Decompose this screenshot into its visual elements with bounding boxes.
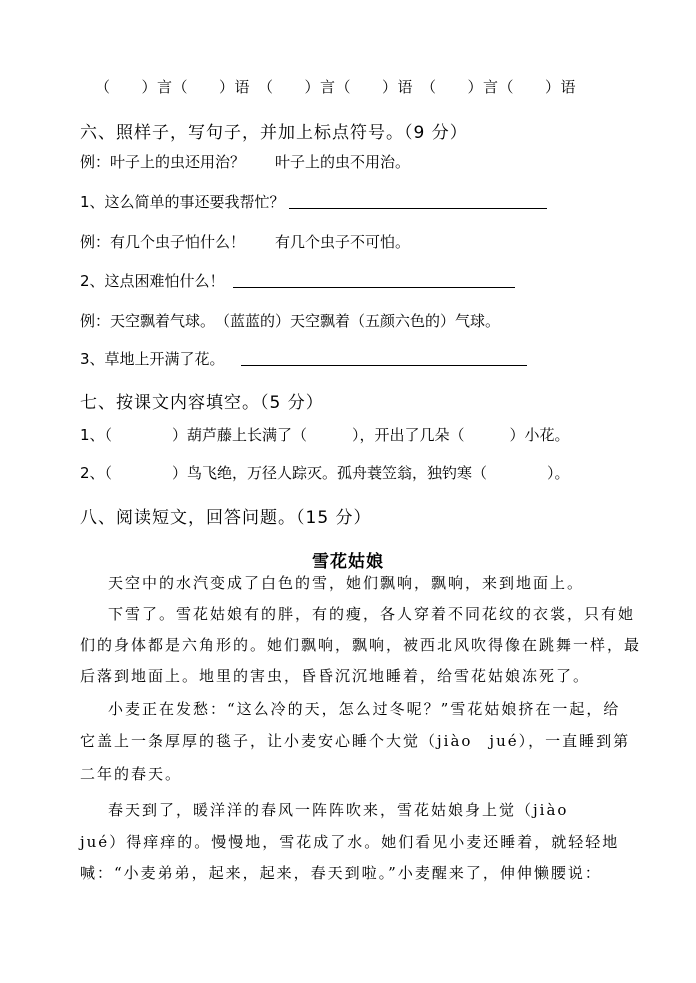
section-eight-heading: 八、阅读短文，回答问题。（15 分） xyxy=(80,508,372,528)
passage-line: 它盖上一条厚厚的毯子，让小麦安心睡个大觉（jiào jué），一直睡到第 xyxy=(80,732,631,750)
passage-line: 天空中的水汽变成了白色的雪，她们飘响，飘响，来到地面上。 xyxy=(108,574,585,592)
example-two: 例：有几个虫子怕什么！ 有几个虫子不可怕。 xyxy=(80,233,411,251)
question-six-three-text: 3、草地上开满了花。 xyxy=(80,350,225,368)
question-six-two xyxy=(80,270,515,291)
passage-line: jué）得痒痒的。慢慢地，雪花成了水。她们看见小麦还睡着，就轻轻地 xyxy=(80,833,620,851)
passage-line: 小麦正在发愁：“这么冷的天，怎么过冬呢？”雪花姑娘挤在一起，给 xyxy=(108,700,621,718)
passage-line: 春天到了，暖洋洋的春风一阵阵吹来，雪花姑娘身上觉（jiào xyxy=(108,801,569,819)
passage-line: 下雪了。雪花姑娘有的胖，有的瘦，各人穿着不同花纹的衣裳，只有她 xyxy=(108,605,636,623)
section-six-heading: 六、照样子，写句子，并加上标点符号。（9 分） xyxy=(80,123,468,143)
passage-line: 后落到地面上。地里的害虫，昏昏沉沉地睡着，给雪花姑娘冻死了。 xyxy=(80,667,591,685)
question-six-two-text: 2、这点困难怕什么！ xyxy=(80,272,225,290)
passage-line: 们的身体都是六角形的。她们飘响，飘响，被西北风吹得像在跳舞一样，最 xyxy=(80,636,642,654)
fill-blank-seven-one: 1、（ ）葫芦藤上长满了（ ），开出了几朵（ ）小花。 xyxy=(80,426,570,444)
passage-line: 二年的春天。 xyxy=(80,765,183,783)
question-six-one-text: 1、这么简单的事还要我帮忙？ xyxy=(80,193,285,211)
fill-blank-seven-two: 2、（ ）鸟飞绝，万径人踪灭。孤舟蓑笠翁，独钓寒（ ）。 xyxy=(80,464,570,482)
example-three: 例：天空飘着气球。 （蓝蓝的）天空飘着（五颜六色的）气球。 xyxy=(80,312,501,330)
passage-title: 雪花姑娘 xyxy=(312,552,384,572)
answer-line-six-two[interactable] xyxy=(233,271,515,288)
answer-line-six-one[interactable] xyxy=(289,192,547,209)
passage-line: 喊：“小麦弟弟，起来，起来，春天到啦。”小麦醒来了，伸伸懒腰说： xyxy=(80,864,602,882)
question-six-three xyxy=(80,348,527,369)
question-six-one xyxy=(80,191,547,212)
example-one: 例：叶子上的虫还用治？ 叶子上的虫不用治。 xyxy=(80,153,411,171)
section-seven-heading: 七、按课文内容填空。（5 分） xyxy=(80,393,324,413)
answer-line-six-three[interactable] xyxy=(241,349,527,366)
idiom-fill-row: （ ）言（ ）语 （ ）言（ ）语 （ ）言（ ）语 xyxy=(95,78,577,96)
